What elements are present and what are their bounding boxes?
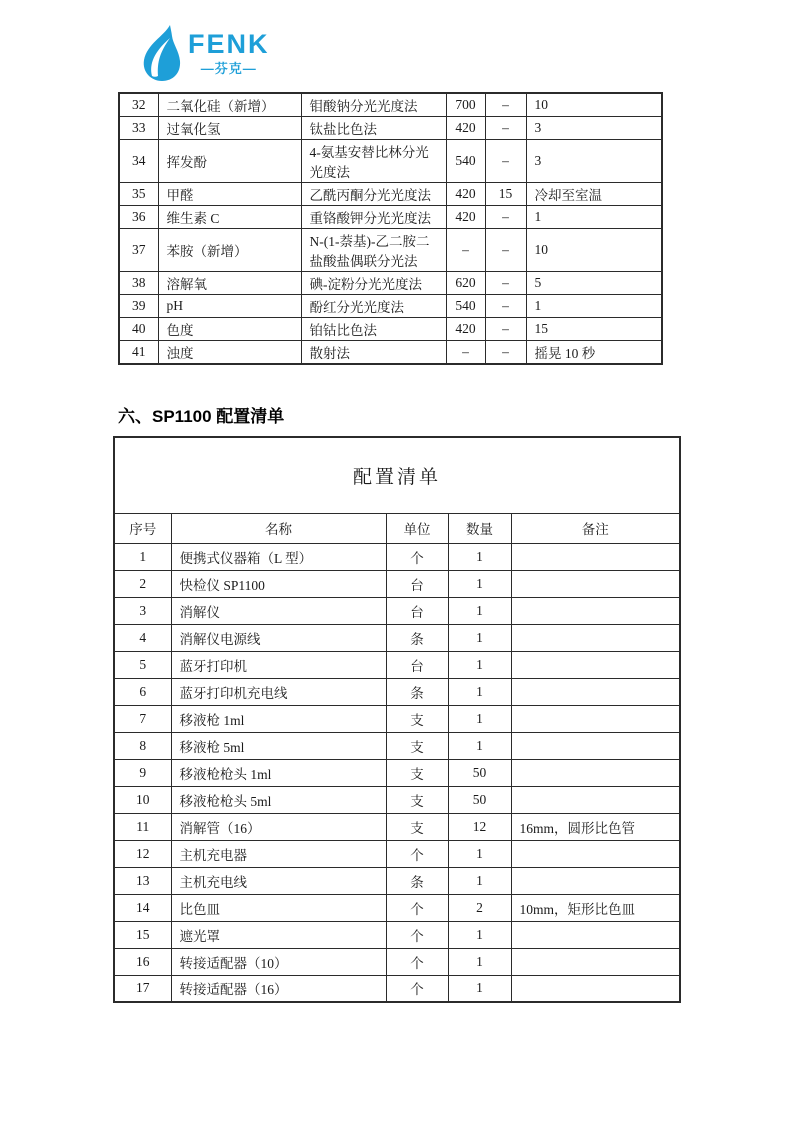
method-table-row bbox=[119, 93, 662, 117]
cell-row-number: 10 bbox=[114, 786, 171, 813]
cell-unit: 支 bbox=[386, 786, 448, 813]
cell-wavelength: – bbox=[446, 341, 485, 365]
config-table-title: 配置清单 bbox=[114, 437, 680, 513]
cell-item-name: 移液枪枪头 1ml bbox=[171, 759, 386, 786]
cell-time: – bbox=[485, 93, 526, 117]
col-header-no: 序号 bbox=[114, 513, 171, 543]
config-table-title-row bbox=[114, 437, 680, 513]
water-drop-icon bbox=[140, 24, 182, 82]
cell-item-name: 移液枪 1ml bbox=[171, 705, 386, 732]
cell-wavelength: 700 bbox=[446, 93, 485, 117]
cell-unit: 个 bbox=[386, 975, 448, 1002]
cell-row-number: 6 bbox=[114, 678, 171, 705]
cell-item-name: 便携式仪器箱（L 型） bbox=[171, 543, 386, 570]
cell-parameter-name: 过氧化氢 bbox=[158, 117, 301, 140]
cell-row-number: 17 bbox=[114, 975, 171, 1002]
cell-unit: 条 bbox=[386, 678, 448, 705]
cell-time: – bbox=[485, 140, 526, 183]
col-header-unit: 单位 bbox=[386, 513, 448, 543]
cell-method: 铂钴比色法 bbox=[301, 318, 446, 341]
cell-method: 酚红分光光度法 bbox=[301, 295, 446, 318]
cell-quantity: 1 bbox=[448, 624, 511, 651]
cell-time: – bbox=[485, 206, 526, 229]
cell-item-name: 比色皿 bbox=[171, 894, 386, 921]
brand-name: FENK bbox=[188, 29, 270, 59]
cell-time: – bbox=[485, 117, 526, 140]
cell-note: 16mm，圆形比色管 bbox=[511, 813, 680, 840]
cell-quantity: 1 bbox=[448, 705, 511, 732]
config-table-row bbox=[114, 975, 680, 1002]
cell-method: 乙酰丙酮分光光度法 bbox=[301, 183, 446, 206]
cell-parameter-name: 苯胺（新增） bbox=[158, 229, 301, 272]
cell-note: 1 bbox=[526, 295, 662, 318]
cell-note: 10 bbox=[526, 93, 662, 117]
config-table-row bbox=[114, 705, 680, 732]
cell-unit: 个 bbox=[386, 948, 448, 975]
cell-quantity: 1 bbox=[448, 543, 511, 570]
cell-quantity: 2 bbox=[448, 894, 511, 921]
config-table-row bbox=[114, 894, 680, 921]
cell-note bbox=[511, 759, 680, 786]
cell-row-number: 3 bbox=[114, 597, 171, 624]
cell-note: 冷却至室温 bbox=[526, 183, 662, 206]
cell-quantity: 12 bbox=[448, 813, 511, 840]
cell-note: 15 bbox=[526, 318, 662, 341]
cell-note bbox=[511, 651, 680, 678]
cell-note: 3 bbox=[526, 117, 662, 140]
section-heading: 六、SP1100 配置清单 bbox=[118, 407, 285, 426]
cell-item-name: 移液枪枪头 5ml bbox=[171, 786, 386, 813]
cell-item-name: 转接适配器（16） bbox=[171, 975, 386, 1002]
cell-item-name: 消解仪电源线 bbox=[171, 624, 386, 651]
cell-item-name: 转接适配器（10） bbox=[171, 948, 386, 975]
cell-row-number: 13 bbox=[114, 867, 171, 894]
method-table-row bbox=[119, 229, 662, 272]
cell-note: 摇晃 10 秒 bbox=[526, 341, 662, 365]
cell-row-number: 34 bbox=[119, 140, 158, 183]
cell-wavelength: 540 bbox=[446, 140, 485, 183]
cell-wavelength: 420 bbox=[446, 183, 485, 206]
cell-row-number: 12 bbox=[114, 840, 171, 867]
cell-row-number: 2 bbox=[114, 570, 171, 597]
cell-row-number: 38 bbox=[119, 272, 158, 295]
config-table-row bbox=[114, 624, 680, 651]
cell-unit: 个 bbox=[386, 921, 448, 948]
cell-item-name: 蓝牙打印机充电线 bbox=[171, 678, 386, 705]
cell-row-number: 4 bbox=[114, 624, 171, 651]
config-table-row bbox=[114, 813, 680, 840]
cell-note bbox=[511, 867, 680, 894]
cell-method: 散射法 bbox=[301, 341, 446, 365]
cell-time: – bbox=[485, 272, 526, 295]
cell-unit: 条 bbox=[386, 624, 448, 651]
cell-note bbox=[511, 921, 680, 948]
cell-unit: 个 bbox=[386, 840, 448, 867]
cell-unit: 个 bbox=[386, 543, 448, 570]
brand-subtext: —芬克— bbox=[200, 61, 257, 76]
config-table-row bbox=[114, 786, 680, 813]
cell-quantity: 1 bbox=[448, 921, 511, 948]
config-table-row bbox=[114, 921, 680, 948]
config-table-row bbox=[114, 759, 680, 786]
method-table-row bbox=[119, 140, 662, 183]
cell-row-number: 14 bbox=[114, 894, 171, 921]
cell-row-number: 35 bbox=[119, 183, 158, 206]
cell-quantity: 1 bbox=[448, 651, 511, 678]
cell-note bbox=[511, 570, 680, 597]
cell-row-number: 37 bbox=[119, 229, 158, 272]
cell-method: 4-氨基安替比林分光光度法 bbox=[301, 140, 446, 183]
config-table-row bbox=[114, 570, 680, 597]
cell-row-number: 8 bbox=[114, 732, 171, 759]
col-header-note: 备注 bbox=[511, 513, 680, 543]
cell-quantity: 1 bbox=[448, 975, 511, 1002]
cell-parameter-name: 挥发酚 bbox=[158, 140, 301, 183]
cell-row-number: 9 bbox=[114, 759, 171, 786]
cell-wavelength: – bbox=[446, 229, 485, 272]
cell-row-number: 41 bbox=[119, 341, 158, 365]
cell-note bbox=[511, 624, 680, 651]
cell-method: 重铬酸钾分光光度法 bbox=[301, 206, 446, 229]
cell-unit: 支 bbox=[386, 813, 448, 840]
cell-parameter-name: 溶解氧 bbox=[158, 272, 301, 295]
cell-wavelength: 420 bbox=[446, 117, 485, 140]
cell-note bbox=[511, 975, 680, 1002]
cell-item-name: 移液枪 5ml bbox=[171, 732, 386, 759]
cell-note bbox=[511, 597, 680, 624]
cell-note bbox=[511, 705, 680, 732]
cell-time: – bbox=[485, 341, 526, 365]
cell-wavelength: 420 bbox=[446, 318, 485, 341]
method-table-row bbox=[119, 183, 662, 206]
cell-parameter-name: 甲醛 bbox=[158, 183, 301, 206]
cell-unit: 台 bbox=[386, 651, 448, 678]
cell-item-name: 蓝牙打印机 bbox=[171, 651, 386, 678]
cell-method: 碘-淀粉分光光度法 bbox=[301, 272, 446, 295]
cell-time: 15 bbox=[485, 183, 526, 206]
config-table-row bbox=[114, 597, 680, 624]
cell-quantity: 1 bbox=[448, 570, 511, 597]
cell-parameter-name: 维生素 C bbox=[158, 206, 301, 229]
cell-quantity: 1 bbox=[448, 867, 511, 894]
cell-item-name: 消解管（16） bbox=[171, 813, 386, 840]
cell-note bbox=[511, 948, 680, 975]
method-table-row bbox=[119, 117, 662, 140]
cell-item-name: 消解仪 bbox=[171, 597, 386, 624]
cell-quantity: 50 bbox=[448, 759, 511, 786]
cell-row-number: 1 bbox=[114, 543, 171, 570]
cell-row-number: 33 bbox=[119, 117, 158, 140]
cell-wavelength: 620 bbox=[446, 272, 485, 295]
method-table-row bbox=[119, 206, 662, 229]
method-table-row bbox=[119, 318, 662, 341]
cell-note bbox=[511, 840, 680, 867]
cell-unit: 支 bbox=[386, 759, 448, 786]
cell-quantity: 50 bbox=[448, 786, 511, 813]
cell-quantity: 1 bbox=[448, 597, 511, 624]
cell-time: – bbox=[485, 318, 526, 341]
cell-note bbox=[511, 678, 680, 705]
cell-unit: 条 bbox=[386, 867, 448, 894]
cell-item-name: 主机充电器 bbox=[171, 840, 386, 867]
cell-quantity: 1 bbox=[448, 732, 511, 759]
cell-row-number: 32 bbox=[119, 93, 158, 117]
cell-quantity: 1 bbox=[448, 840, 511, 867]
cell-wavelength: 420 bbox=[446, 206, 485, 229]
cell-row-number: 36 bbox=[119, 206, 158, 229]
method-table-row bbox=[119, 341, 662, 365]
cell-note: 5 bbox=[526, 272, 662, 295]
config-table-header-row bbox=[114, 513, 680, 543]
cell-unit: 台 bbox=[386, 597, 448, 624]
config-table-row bbox=[114, 732, 680, 759]
cell-note bbox=[511, 786, 680, 813]
config-list-table bbox=[113, 436, 681, 1003]
cell-row-number: 5 bbox=[114, 651, 171, 678]
method-table-row bbox=[119, 272, 662, 295]
config-table-row bbox=[114, 543, 680, 570]
cell-note: 1 bbox=[526, 206, 662, 229]
cell-note: 10 bbox=[526, 229, 662, 272]
cell-item-name: 遮光罩 bbox=[171, 921, 386, 948]
cell-item-name: 主机充电线 bbox=[171, 867, 386, 894]
cell-note bbox=[511, 732, 680, 759]
cell-quantity: 1 bbox=[448, 948, 511, 975]
cell-unit: 个 bbox=[386, 894, 448, 921]
method-parameters-table bbox=[118, 92, 663, 365]
config-table-row bbox=[114, 840, 680, 867]
brand-logo bbox=[140, 24, 270, 82]
cell-unit: 台 bbox=[386, 570, 448, 597]
method-table-row bbox=[119, 295, 662, 318]
cell-parameter-name: pH bbox=[158, 295, 301, 318]
col-header-name: 名称 bbox=[171, 513, 386, 543]
config-table-row bbox=[114, 678, 680, 705]
cell-parameter-name: 二氧化硅（新增） bbox=[158, 93, 301, 117]
cell-method: 钼酸钠分光光度法 bbox=[301, 93, 446, 117]
config-table-row bbox=[114, 867, 680, 894]
col-header-qty: 数量 bbox=[448, 513, 511, 543]
config-table-row bbox=[114, 651, 680, 678]
cell-note: 10mm，矩形比色皿 bbox=[511, 894, 680, 921]
cell-unit: 支 bbox=[386, 705, 448, 732]
cell-parameter-name: 浊度 bbox=[158, 341, 301, 365]
cell-row-number: 11 bbox=[114, 813, 171, 840]
cell-row-number: 40 bbox=[119, 318, 158, 341]
cell-quantity: 1 bbox=[448, 678, 511, 705]
config-table-row bbox=[114, 948, 680, 975]
cell-method: 钛盐比色法 bbox=[301, 117, 446, 140]
cell-note bbox=[511, 543, 680, 570]
cell-unit: 支 bbox=[386, 732, 448, 759]
cell-wavelength: 540 bbox=[446, 295, 485, 318]
cell-parameter-name: 色度 bbox=[158, 318, 301, 341]
cell-row-number: 16 bbox=[114, 948, 171, 975]
cell-note: 3 bbox=[526, 140, 662, 183]
cell-time: – bbox=[485, 295, 526, 318]
cell-row-number: 7 bbox=[114, 705, 171, 732]
cell-row-number: 15 bbox=[114, 921, 171, 948]
cell-item-name: 快检仪 SP1100 bbox=[171, 570, 386, 597]
cell-method: N-(1-萘基)-乙二胺二盐酸盐偶联分光法 bbox=[301, 229, 446, 272]
cell-time: – bbox=[485, 229, 526, 272]
cell-row-number: 39 bbox=[119, 295, 158, 318]
